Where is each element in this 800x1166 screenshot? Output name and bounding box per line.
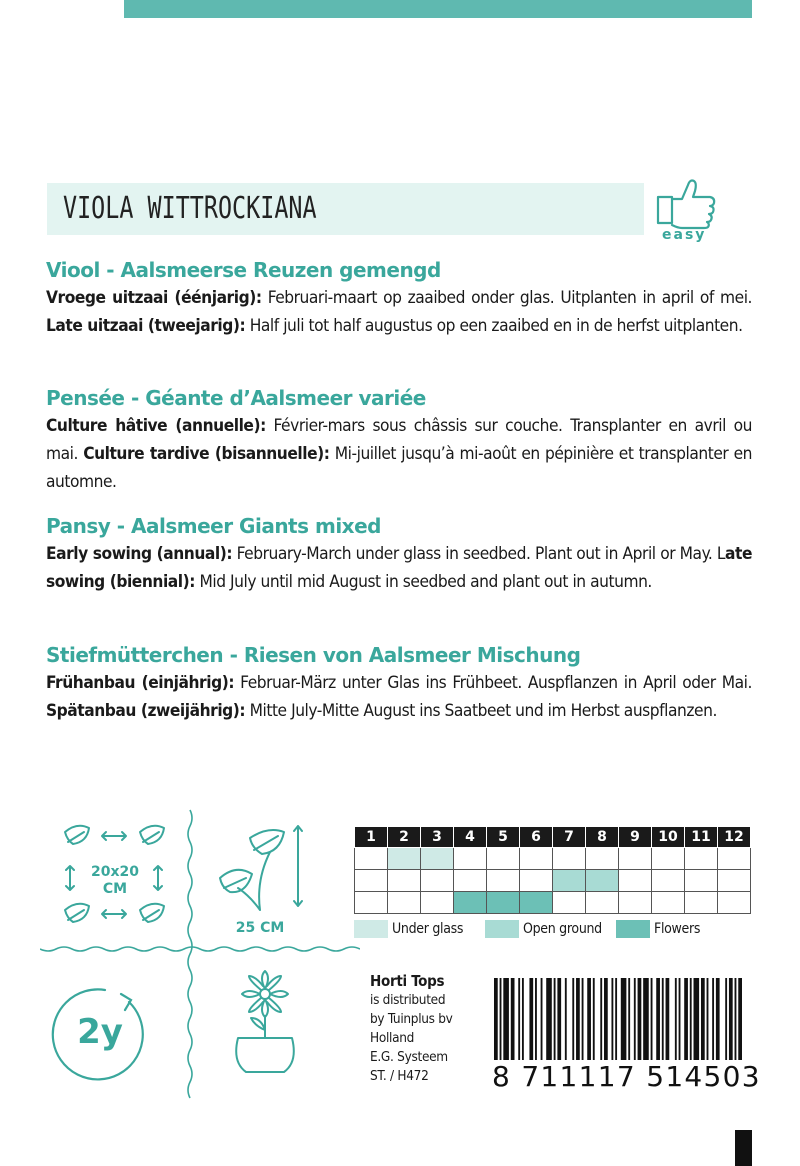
calendar-cell bbox=[553, 892, 586, 914]
barcode-bar bbox=[735, 978, 737, 1060]
barcode-bar bbox=[593, 978, 595, 1060]
barcode-bar bbox=[535, 978, 537, 1060]
calendar-cell bbox=[421, 870, 454, 892]
barcode-bar bbox=[684, 978, 688, 1060]
barcode bbox=[492, 978, 744, 1060]
month-header: 11 bbox=[685, 827, 718, 848]
calendar-cell bbox=[685, 892, 718, 914]
potted-flower-panel bbox=[220, 968, 310, 1083]
calendar-cell bbox=[685, 870, 718, 892]
barcode-bar bbox=[611, 978, 613, 1060]
barcode-bar bbox=[712, 978, 714, 1060]
section-heading: Pensée - Géante d’Aalsmeer variée bbox=[46, 386, 426, 410]
barcode-bar bbox=[615, 978, 617, 1060]
distributor-line: Holland bbox=[370, 1030, 415, 1046]
calendar-cell bbox=[652, 892, 685, 914]
calendar-cell bbox=[487, 848, 520, 870]
calendar-cell bbox=[586, 892, 619, 914]
calendar-cell bbox=[421, 848, 454, 870]
distributor-name: Horti Tops bbox=[370, 972, 445, 990]
plant-height-icon bbox=[210, 820, 330, 920]
body-text: Februari-maart op zaaibed onder glas. Uitplanten in april of mei. bbox=[261, 288, 753, 308]
sowing-calendar bbox=[354, 826, 751, 914]
barcode-bar bbox=[701, 978, 705, 1060]
section-french bbox=[46, 384, 752, 496]
barcode-bar bbox=[651, 978, 653, 1060]
section-heading: Pansy - Aalsmeer Giants mixed bbox=[46, 514, 381, 538]
calendar-cell bbox=[520, 870, 553, 892]
calendar-cell bbox=[586, 870, 619, 892]
plant-spacing-panel bbox=[50, 818, 180, 943]
thumbs-up-icon bbox=[652, 175, 732, 230]
top-color-bar bbox=[124, 0, 752, 18]
section-body bbox=[46, 412, 752, 496]
barcode-bar bbox=[707, 978, 709, 1060]
month-header: 8 bbox=[586, 827, 619, 848]
distributor-line: is distributed bbox=[370, 992, 446, 1008]
section-body bbox=[46, 669, 752, 725]
barcode-bar bbox=[576, 978, 580, 1060]
calendar-row-under-glass bbox=[355, 848, 751, 870]
barcode-bar bbox=[662, 978, 664, 1060]
barcode-bar bbox=[511, 978, 515, 1060]
calendar-cell bbox=[685, 848, 718, 870]
barcode-bar bbox=[679, 978, 681, 1060]
barcode-bar bbox=[634, 978, 636, 1060]
calendar-cell bbox=[388, 848, 421, 870]
month-header: 3 bbox=[421, 827, 454, 848]
bold-label: Culture hâtive (annuelle): bbox=[46, 416, 266, 436]
lifecycle-panel bbox=[45, 980, 155, 1090]
height-label: 25 CM bbox=[235, 920, 285, 936]
bold-label: Spätanbau (zweijährig): bbox=[46, 701, 246, 721]
barcode-bar bbox=[500, 978, 502, 1060]
section-body bbox=[46, 284, 752, 340]
bold-label: Late uitzaai (tweejarig): bbox=[46, 316, 246, 336]
month-header: 2 bbox=[388, 827, 421, 848]
barcode-bar bbox=[638, 978, 642, 1060]
barcode-bar bbox=[675, 978, 677, 1060]
calendar-cell bbox=[619, 870, 652, 892]
calendar-cell bbox=[454, 892, 487, 914]
section-body bbox=[46, 540, 752, 596]
calendar-row-flowers bbox=[355, 892, 751, 914]
calendar-row-open-ground bbox=[355, 870, 751, 892]
calendar-cell bbox=[553, 848, 586, 870]
barcode-bar bbox=[656, 978, 660, 1060]
barcode-bar bbox=[716, 978, 720, 1060]
month-header: 9 bbox=[619, 827, 652, 848]
body-text: Février-mars sous châssis sur couche. Transplanter en avril ou mai. bbox=[46, 416, 752, 464]
calendar-cell bbox=[619, 848, 652, 870]
legend-label: Open ground bbox=[523, 921, 602, 937]
section-english bbox=[46, 512, 752, 596]
section-german bbox=[46, 641, 752, 725]
body-text: Mitte July-Mitte August ins Saatbeet und im Herbst auspflanzen. bbox=[245, 701, 717, 721]
barcode-bar bbox=[565, 978, 567, 1060]
calendar-cell bbox=[454, 870, 487, 892]
barcode-bar bbox=[694, 978, 700, 1060]
calendar-cell bbox=[520, 892, 553, 914]
barcode-bar bbox=[725, 978, 727, 1060]
distributor-line: ST. / H472 bbox=[370, 1068, 429, 1084]
barcode-bar bbox=[572, 978, 574, 1060]
barcode-bar bbox=[557, 978, 561, 1060]
calendar-cell bbox=[388, 892, 421, 914]
species-title: VIOLA WITTROCKIANA bbox=[63, 191, 317, 226]
calendar-cell bbox=[652, 870, 685, 892]
calendar-cell bbox=[586, 848, 619, 870]
barcode-bar bbox=[541, 978, 543, 1060]
barcode-bar bbox=[587, 978, 591, 1060]
barcode-bar bbox=[518, 978, 520, 1060]
body-text: Mi-juillet jusqu’à mi-août en pépinière et transplanter en automne. bbox=[46, 444, 752, 492]
distributor-line: by Tuinplus bv bbox=[370, 1011, 453, 1027]
barcode-bar bbox=[666, 978, 670, 1060]
easy-badge bbox=[652, 175, 732, 245]
legend-swatch bbox=[485, 920, 519, 938]
calendar-cell bbox=[454, 848, 487, 870]
calendar-cell bbox=[421, 892, 454, 914]
easy-label: easy bbox=[662, 227, 707, 243]
bold-label: Frühanbau (einjährig): bbox=[46, 673, 235, 693]
spacing-label-line2: CM bbox=[102, 881, 128, 897]
barcode-bar bbox=[628, 978, 630, 1060]
calendar-cell bbox=[553, 870, 586, 892]
calendar-cell bbox=[652, 848, 685, 870]
calendar-cell bbox=[718, 848, 751, 870]
barcode-bar bbox=[494, 978, 498, 1060]
month-header: 4 bbox=[454, 827, 487, 848]
barcode-bar bbox=[621, 978, 627, 1060]
barcode-bar bbox=[643, 978, 649, 1060]
barcode-bar bbox=[690, 978, 692, 1060]
plant-height-panel bbox=[210, 820, 330, 945]
legend-label: Under glass bbox=[392, 921, 464, 937]
month-header: 12 bbox=[718, 827, 751, 848]
calendar-cell bbox=[388, 870, 421, 892]
barcode-bar bbox=[546, 978, 552, 1060]
body-text: February-March under glass in seedbed. Plant out in April or May. L bbox=[232, 544, 726, 564]
legend-label: Flowers bbox=[654, 921, 701, 937]
calendar-cell bbox=[520, 848, 553, 870]
bold-label: Early sowing (annual): bbox=[46, 544, 233, 564]
calendar-cell bbox=[487, 892, 520, 914]
barcode-bar bbox=[738, 978, 742, 1060]
calendar-cell bbox=[619, 892, 652, 914]
section-heading: Viool - Aalsmeerse Reuzen gemengd bbox=[46, 258, 441, 282]
barcode-bar bbox=[729, 978, 733, 1060]
month-header: 7 bbox=[553, 827, 586, 848]
body-text: Mid July until mid August in seedbed and plant out in autumn. bbox=[195, 572, 652, 592]
bold-label: Culture tardive (bisannuelle): bbox=[83, 444, 330, 464]
spacing-label-line1: 20x20 bbox=[91, 864, 139, 880]
body-text: Half juli tot half augustus op een zaaibed en in de herfst uitplanten. bbox=[245, 316, 743, 336]
calendar-cell bbox=[718, 892, 751, 914]
calendar-cell bbox=[718, 870, 751, 892]
barcode-bar bbox=[582, 978, 584, 1060]
barcode-bar bbox=[503, 978, 509, 1060]
body-text: Februar-März unter Glas ins Frühbeet. Auspflanzen in April oder Mai. bbox=[234, 673, 752, 693]
barcode-digits: 8 711117 514503 bbox=[492, 1060, 761, 1093]
month-header: 6 bbox=[520, 827, 553, 848]
lifecycle-label: 2y bbox=[77, 1012, 123, 1052]
month-header: 5 bbox=[487, 827, 520, 848]
month-header: 10 bbox=[652, 827, 685, 848]
distributor-line: E.G. Systeem bbox=[370, 1049, 448, 1065]
barcode-bar bbox=[600, 978, 602, 1060]
barcode-bar bbox=[604, 978, 608, 1060]
calendar-cell bbox=[487, 870, 520, 892]
section-dutch bbox=[46, 256, 752, 340]
legend-swatch bbox=[616, 920, 650, 938]
barcode-bar bbox=[529, 978, 533, 1060]
distributor-info bbox=[370, 972, 453, 1086]
month-header: 1 bbox=[355, 827, 388, 848]
barcode-bar bbox=[522, 978, 524, 1060]
barcode-bar bbox=[554, 978, 556, 1060]
calendar-cell bbox=[355, 870, 388, 892]
section-heading: Stiefmütterchen - Riesen von Aalsmeer Mischung bbox=[46, 643, 581, 667]
calendar-cell bbox=[355, 892, 388, 914]
title-band bbox=[47, 183, 644, 235]
registration-mark bbox=[735, 1130, 752, 1166]
calendar-cell bbox=[355, 848, 388, 870]
potted-flower-icon bbox=[220, 968, 310, 1083]
bold-label: ate sowing (biennial): bbox=[46, 544, 752, 592]
legend-swatch bbox=[354, 920, 388, 938]
bold-label: Vroege uitzaai (éénjarig): bbox=[46, 288, 262, 308]
